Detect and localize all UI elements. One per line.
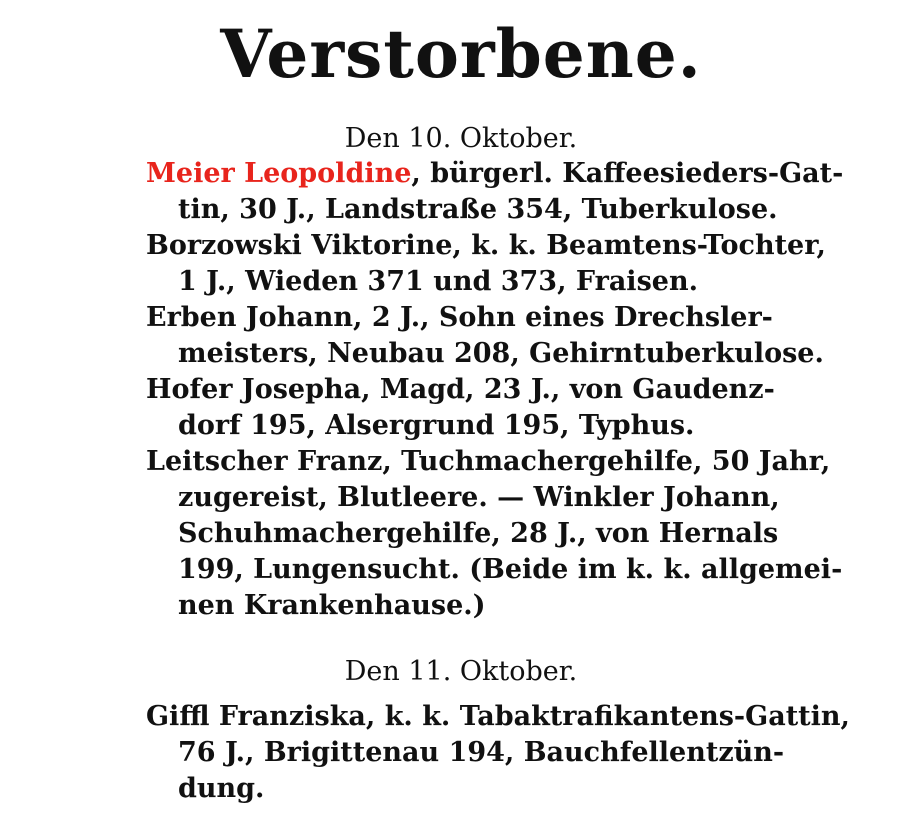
entry-line: zugereist, Blutleere. — Winkler Johann, (178, 482, 780, 513)
entry-line: 199, Lungensucht. (Beide im k. k. allgemei- (178, 554, 843, 585)
entry-line: Borzowski Viktorine, k. k. Beamtens-Tochter, (146, 230, 826, 261)
entry-line: tin, 30 J., Landstraße 354, Tuberkulose. (178, 194, 778, 225)
entry-line-rest: , bürgerl. Kaffeesieders-Gat- (411, 158, 844, 189)
page-title: Verstorbene. (220, 15, 702, 93)
entry-line: 76 J., Brigittenau 194, Bauchfellentzün- (178, 737, 785, 768)
section-date-2: Den 11. Oktober. (344, 656, 578, 687)
entry-line: meisters, Neubau 208, Gehirntuberkulose. (178, 338, 824, 369)
entry-line: 1 J., Wieden 371 und 373, Fraisen. (178, 266, 698, 297)
entry-line (146, 157, 843, 191)
entry-line: Leitscher Franz, Tuchmachergehilfe, 50 Jahr, (146, 446, 831, 477)
entry-line: dorf 195, Alsergrund 195, Typhus. (178, 410, 695, 441)
section-date-1: Den 10. Oktober. (344, 123, 578, 154)
highlighted-name: Meier Leopoldine (146, 158, 412, 189)
entry-line: Hofer Josepha, Magd, 23 J., von Gaudenz- (146, 374, 775, 405)
entry-line: Giffl Franziska, k. k. Tabaktrafikantens-Gattin, (146, 701, 850, 732)
entry-line: Erben Johann, 2 J., Sohn eines Drechsler- (146, 302, 773, 333)
entry-line: Schuhmachergehilfe, 28 J., von Hernals (178, 518, 779, 549)
entry-line: dung. (178, 773, 265, 804)
entry-line: nen Krankenhause.) (178, 590, 486, 621)
